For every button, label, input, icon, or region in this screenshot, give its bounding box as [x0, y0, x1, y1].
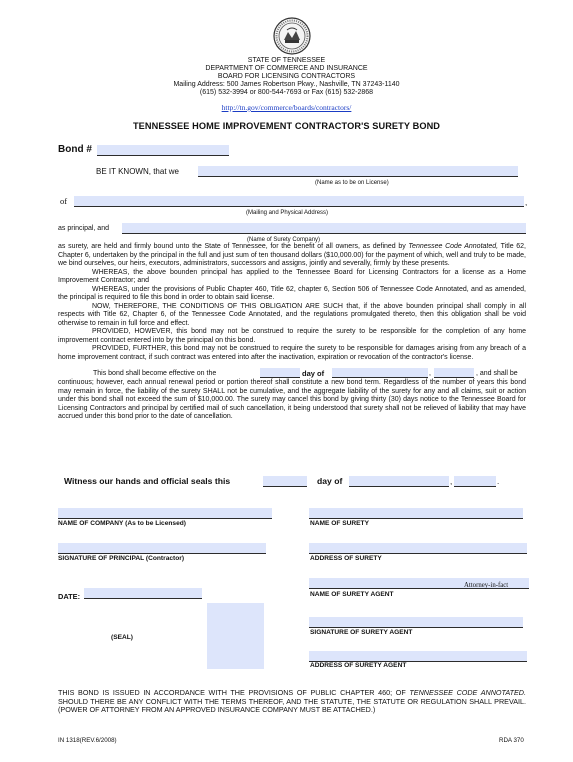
principal-signature-label: SIGNATURE OF PRINCIPAL (Contractor)	[58, 555, 185, 562]
effective-date-text: This bond shall become effective on the	[93, 370, 217, 377]
surety-agent-name-label: NAME OF SURETY AGENT	[310, 591, 394, 598]
witness-year-field[interactable]	[454, 476, 496, 487]
header-url-row	[0, 97, 573, 115]
surety-company-field[interactable]	[122, 223, 526, 234]
bond-number-label: Bond #	[58, 144, 92, 155]
effective-month-field[interactable]	[332, 368, 428, 378]
surety-agent-signature-label: SIGNATURE OF SURETY AGENT	[310, 629, 413, 636]
witness-text: Witness our hands and official seals this	[64, 476, 231, 486]
rda-number: RDA 370	[499, 737, 524, 744]
address-comma: ,	[525, 198, 528, 207]
header-department: DEPARTMENT OF COMMERCE AND INSURANCE	[205, 65, 368, 72]
document-title: TENNESSEE HOME IMPROVEMENT CONTRACTOR'S SURETY BOND	[132, 121, 441, 131]
surety-name-field[interactable]	[309, 508, 523, 519]
bond-number-field[interactable]	[97, 145, 229, 156]
paragraph-continuous: continuous; however, each annual renewal period or portion thereof shall constitute a new bond term. Regardless of the number of years this bond may remain in force, the liability of the surety SHALL not be cumulative, and the aggregate liability of the surety for any and all claims, suit or action under this bond shall not exceed the sum of $10,000.00. The surety may cancel this bond by giving thirty (30) days notice to the Tennessee Board for Licensing Contractors and principal by certified mail of such cancellation, it being understood that surety shall not be relieved of liability that may have accrued under this bond prior to the date of cancellation.	[58, 379, 526, 420]
seal-area[interactable]	[207, 603, 264, 669]
bond-body	[58, 243, 526, 362]
header-board: BOARD FOR LICENSING CONTRACTORS	[217, 73, 356, 80]
surety-name-label: NAME OF SURETY	[310, 520, 369, 527]
paragraph-whereas-2: WHEREAS, under the provisions of Public Chapter 460, Title 62, chapter 6, Section 506 of Tennessee Code Annotated, and as amended, the principal is required to file this bond in order to obtain said license.	[58, 285, 526, 301]
principal-signature-field[interactable]	[58, 543, 266, 554]
address-caption: (Mailing and Physical Address)	[246, 210, 329, 216]
footer-statement: THIS BOND IS ISSUED IN ACCORDANCE WITH THE PROVISIONS OF PUBLIC CHAPTER 460; OF TENNESSEE CODE ANNOTATED. SHOULD THERE BE ANY CONFLICT WITH THE TERMS THEREOF, AND THE STATUTE, THE STATUTE OR REGULATION SHALL PREVAIL. (POWER OF ATTORNEY FROM AN APPROVED INSURANCE COMPANY MUST BE ATTACHED.)	[58, 688, 526, 715]
effective-comma: ,	[429, 370, 431, 377]
principal-address-field[interactable]	[74, 196, 524, 207]
effective-year-field[interactable]	[434, 368, 474, 378]
paragraph-whereas-1: WHEREAS, the above bounden principal has applied to the Tennessee Board for Licensing Contractors for a license as a Home Improvement Contractor; and	[58, 268, 526, 284]
paragraph-surety: as surety, are held and firmly bound unto the State of Tennessee, for the benefit of all owners, as defined by Tennessee Code Annotated, Title 62, Chapter 6, undertaken by the principal in the full and just sum of ten thousand dollars ($10,000.00) for the payment of which, well and truly to be made, we bind ourselves, our heirs, executors, administrators, successors and assigns, jointly and severally, firmly by these presents.	[58, 243, 527, 267]
date-label: DATE:	[58, 592, 81, 601]
witness-comma: ,	[450, 477, 453, 486]
paragraph-now-therefore: NOW, THEREFORE, THE CONDITIONS OF THIS OBLIGATION ARE SUCH that, if the above bounden principal shall comply in all respects with Title 62, Chapter 6, of the Tennessee Code Annotated, and the regulations promulgated thereto, then this obligation shall be void otherwise to remain in full force and effect.	[58, 302, 526, 327]
surety-address-label: ADDRESS OF SURETY	[310, 555, 382, 562]
be-it-known-text: BE IT KNOWN, that we	[96, 167, 179, 176]
as-principal-text: as principal, and	[58, 225, 109, 232]
witness-day-of-text: day of	[317, 476, 343, 486]
of-text: of	[60, 196, 68, 206]
surety-address-field[interactable]	[309, 543, 527, 554]
principal-name-caption: (Name as to be on License)	[315, 180, 389, 186]
seal-label: (SEAL)	[111, 634, 133, 641]
state-seal-image	[273, 17, 311, 55]
attorney-in-fact-text: Attorney-in-fact	[464, 582, 509, 589]
effective-day-of-text: day of	[302, 369, 325, 378]
date-field[interactable]	[84, 588, 202, 599]
effective-shall-be-text: , and shall be	[476, 370, 518, 377]
surety-agent-address-field[interactable]	[309, 651, 527, 662]
company-name-label: NAME OF COMPANY (As to be Licensed)	[58, 520, 186, 527]
board-website-link[interactable]: http://tn.gov/commerce/boards/contractors/	[221, 103, 352, 112]
witness-month-field[interactable]	[349, 476, 449, 487]
witness-period: .	[497, 477, 500, 486]
form-id: IN 1318(REV.6/2008)	[58, 737, 117, 744]
surety-agent-signature-field[interactable]	[309, 617, 523, 628]
principal-name-field[interactable]	[198, 166, 518, 177]
surety-company-caption: (Name of Surety Company)	[247, 237, 321, 243]
surety-agent-address-label: ADDRESS OF SURETY AGENT	[310, 662, 407, 669]
company-name-field[interactable]	[58, 508, 272, 519]
witness-day-field[interactable]	[263, 476, 307, 487]
paragraph-provided-further: PROVIDED, FURTHER, this bond may not be construed to require the surety to be responsible for damages arising from any breach of a home improvement contract, if such contract was entered into after the inactivation, expiration or revocation of the contractor's license.	[58, 345, 526, 361]
header-mailing: Mailing Address: 500 James Robertson Pkwy., Nashville, TN 37243-1140	[173, 81, 400, 88]
paragraph-provided-however: PROVIDED, HOWEVER, this bond may not be construed to require the surety to be responsible for the completion of any home improvement contract entered into by the principal on this bond.	[58, 328, 526, 344]
header-state: STATE OF TENNESSEE	[247, 57, 326, 64]
header-phone: (615) 532-3994 or 800-544-7693 or Fax (615) 532-2868	[199, 89, 374, 96]
effective-day-field[interactable]	[260, 368, 300, 378]
